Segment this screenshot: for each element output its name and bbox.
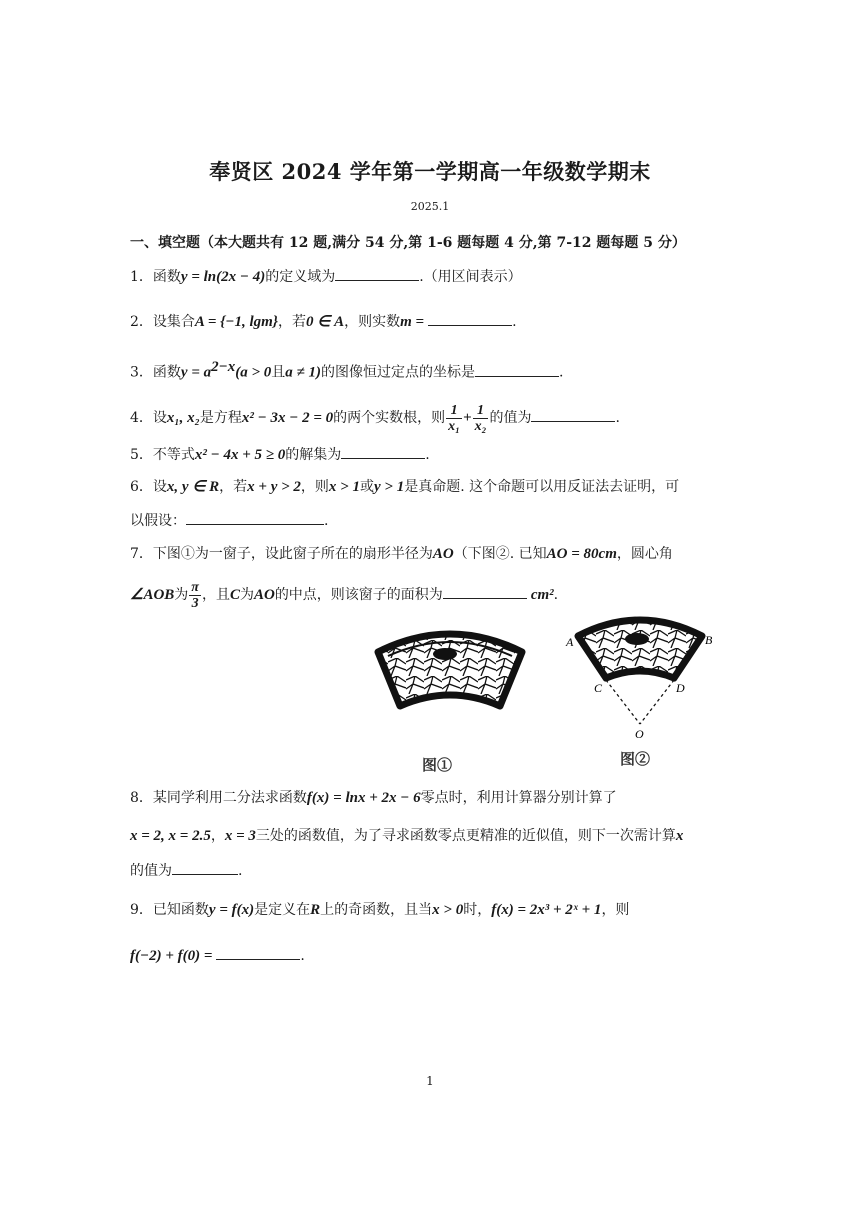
q1-answer-blank[interactable] [335, 266, 419, 281]
q7-text-c: 为 [174, 587, 189, 603]
q2-answer-blank[interactable] [428, 311, 512, 326]
question-5 [130, 444, 740, 465]
q4-fraction-1: $\frac{1}{\text{x₁}}$ [448, 402, 461, 434]
q4-text-mid2: 的两个实数根，则 [333, 410, 446, 426]
page-title: 奉贤区 2024 学年第一学期高一年级数学期末 [209, 159, 651, 184]
figure-2-diagram [560, 612, 720, 742]
figure-2-label-d: D [676, 681, 685, 695]
q8-text-a: 零点时，利用计算器分别计算了 [420, 790, 617, 806]
q6-expr-4: y > 1 [373, 479, 405, 495]
q2-tail: . [512, 314, 517, 330]
q6-expr-2: x + y > 2 [247, 479, 301, 495]
question-3 [130, 357, 740, 383]
q5-tail: . [425, 447, 430, 463]
q9-expr-2: R [310, 902, 321, 918]
q1-text-post: 的定义域为 [265, 269, 336, 285]
q7-text-d: ，且 [201, 587, 230, 603]
q8-text-b: ， [210, 828, 225, 844]
q6-expr-3: x > 1 [328, 479, 360, 495]
q8-text-c: 三处的函数值，为了寻求函数零点更精准的近似值，则下一次需计算 [255, 828, 676, 844]
q2-text-mid: ，若 [278, 314, 307, 330]
q1-expr: y = ln(2x − 4) [180, 269, 266, 285]
q7-text-b: ，圆心角 [616, 546, 673, 562]
q3-text: 3．函数 [130, 364, 181, 381]
q6-tail: . [324, 513, 329, 529]
q6-answer-blank[interactable] [186, 510, 324, 525]
q9-text-a: 是定义在 [254, 902, 311, 918]
q6-text-b: ，则 [300, 479, 329, 495]
q9-text-b: 上的奇函数，且当 [320, 902, 433, 918]
q7-text: 7．下图①为一窗子，设此窗子所在的扇形半径为 [130, 546, 433, 562]
figure-2-label-b: B [705, 633, 713, 647]
q7-expr-1: AO [432, 546, 454, 562]
q8-answer-blank[interactable] [172, 860, 238, 875]
question-2 [130, 311, 740, 332]
figure-1-caption: 图① [422, 756, 453, 774]
q1-text: 1．函数 [130, 269, 181, 285]
q6-text-e: 以假设： [130, 513, 186, 529]
q2-expr3: m = [400, 314, 425, 330]
q1-tail: .（用区间表示） [419, 269, 522, 285]
q3-answer-blank[interactable] [475, 362, 559, 377]
q9-answer-blank[interactable] [216, 945, 300, 960]
q9-text-d: ，则 [601, 902, 630, 918]
q3-tail: . [559, 364, 564, 381]
q6-text-a: ，若 [219, 479, 248, 495]
q6-expr-1: x, y ∈ R [166, 479, 220, 495]
q9-expr-4: f(x) = 2x³ + 2ˣ + 1 [491, 902, 602, 918]
q6-text-c: 或 [359, 479, 374, 495]
q2-expr: A = {−1, lgm} [194, 314, 279, 330]
question-8-line-1 [130, 788, 740, 808]
figure-2-label-o: O [635, 727, 644, 741]
q4-text-mid: 是方程 [199, 410, 242, 426]
q4-answer-blank[interactable] [531, 407, 615, 422]
q9-tail: . [300, 948, 305, 964]
page-number: 1 [426, 1074, 434, 1088]
q4-equation: x² − 3x − 2 = 0 [241, 410, 334, 426]
q8-expr-2: x = 2, x = 2.5 [130, 828, 211, 844]
q3-cond: (a > 0 [235, 364, 272, 381]
q7-fraction: $\frac{\pi}{3}$ [191, 579, 199, 611]
q7-text-a: （下图②. 已知 [453, 546, 547, 562]
q2-text: 2．设集合 [130, 314, 195, 330]
figure-1-window [370, 622, 530, 727]
q8-expr-1: f(x) = lnx + 2x − 6 [306, 790, 421, 806]
q6-text-d: 是真命题. 这个命题可以用反证法去证明，可 [404, 479, 680, 495]
q7-tail: . [553, 587, 559, 603]
figure-2-caption: 图② [620, 750, 651, 768]
figure-2-label-c: C [594, 681, 603, 695]
q4-expr: x₁, x₂ [166, 410, 200, 426]
q9-text-c: 时， [463, 902, 492, 918]
q8-tail: . [238, 863, 243, 879]
q5-expr: x² − 4x + 5 ≥ 0 [194, 447, 286, 463]
question-8-line-3 [130, 860, 740, 881]
q4-tail: . [615, 410, 620, 426]
q7-text-e: 为 [239, 587, 254, 603]
question-6-line-2 [130, 510, 740, 531]
question-6-line-1 [130, 477, 740, 497]
q2-expr2: 0 ∈ A [306, 314, 345, 330]
question-7-line-1 [130, 544, 740, 564]
q9-expr-1: y = f(x) [208, 902, 255, 918]
q5-text: 5．不等式 [130, 447, 195, 463]
question-1 [130, 266, 740, 287]
figure-2-dashed-do [640, 680, 674, 724]
q7-expr-5: AO [253, 587, 275, 603]
q8-text-d: 的值为 [130, 863, 172, 879]
q7-expr-3: ∠AOB [130, 587, 175, 603]
q3-and: 且 [271, 364, 286, 381]
q3-exponent: 2−x [211, 359, 236, 375]
figure-2-center-motif [625, 633, 649, 645]
figure-2-sector [578, 620, 702, 678]
q8-expr-4: x [675, 828, 684, 844]
exam-date: 2025.1 [410, 200, 450, 213]
figure-1-sector [378, 634, 522, 706]
question-9-line-2 [130, 945, 740, 966]
question-8-line-2 [130, 826, 740, 846]
q4-text-post: 的值为 [489, 410, 532, 426]
q9-expr-5: f(−2) + f(0) = [130, 948, 213, 964]
q6-text: 6．设 [130, 479, 167, 495]
figure-1-center-motif [433, 648, 457, 660]
q3-cond2: a ≠ 1) [285, 364, 322, 381]
figure-2-label-a: A [566, 635, 574, 649]
q7-text-f: 的中点，则该窗子的面积为 [274, 587, 443, 603]
q3-text-post: 的图像恒过定点的坐标是 [321, 364, 476, 381]
q7-expr-2: AO = 80cm [546, 546, 617, 562]
q2-text-mid2: ，则实数 [344, 314, 401, 330]
section-heading: 一、填空题（本大题共有 12 题,满分 54 分,第 1-6 题每题 4 分,第 7-12 题每题 5 分） [130, 235, 686, 251]
q7-answer-blank[interactable] [443, 584, 527, 599]
q3-expr: y = a [180, 364, 212, 381]
question-9-line-1 [130, 900, 740, 920]
q8-expr-3: x = 3 [224, 828, 256, 844]
q7-expr-4: C [229, 587, 240, 603]
q4-fraction-2: $\frac{1}{\text{x₂}}$ [474, 402, 487, 434]
q8-text: 8．某同学利用二分法求函数 [130, 790, 307, 806]
question-4: 4．设x₁, x₂是方程x² − 3x − 2 = 0的两个实数根，则 $\frac{1}{\text{x₁}}$ + $\frac{1}{\text{x₂}}$ 的值为 . [130, 402, 620, 434]
q9-text: 9．已知函数 [130, 902, 209, 918]
q7-unit: cm² [530, 587, 554, 603]
figure-2-dashed-co [606, 680, 640, 724]
q4-text: 4．设 [130, 410, 167, 426]
question-7-line-2 [130, 575, 740, 615]
q5-text-post: 的解集为 [285, 447, 342, 463]
q5-answer-blank[interactable] [341, 444, 425, 459]
q9-expr-3: x > 0 [432, 902, 464, 918]
